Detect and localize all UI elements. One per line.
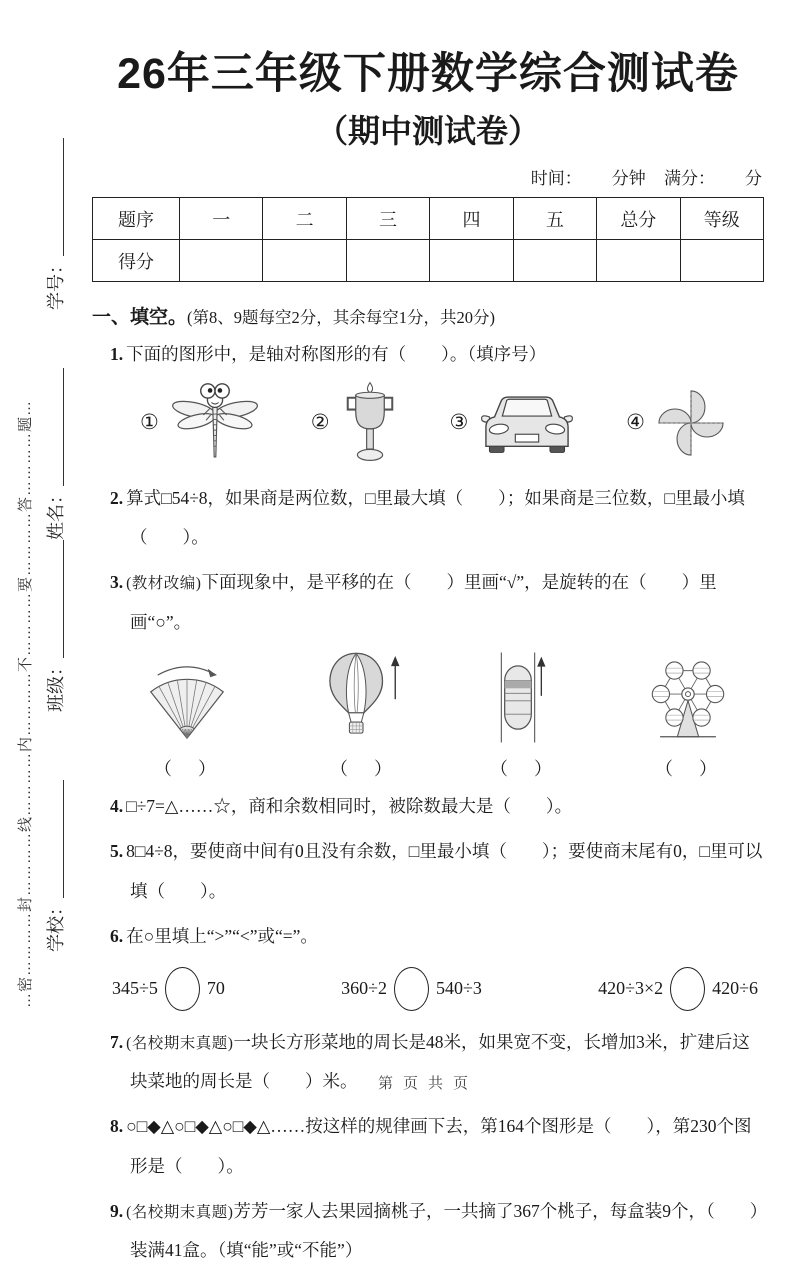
ferris-wheel-icon bbox=[642, 653, 734, 745]
score-cell bbox=[180, 240, 263, 282]
time-label: 时间： bbox=[530, 169, 582, 189]
question-6-expressions bbox=[92, 957, 764, 1017]
question-2 bbox=[92, 479, 764, 558]
question-3 bbox=[92, 563, 764, 642]
score-table-score-row bbox=[93, 240, 764, 282]
expression-3 bbox=[598, 967, 758, 1011]
expression-1-right: 70 bbox=[206, 978, 225, 999]
score-table-header-row bbox=[93, 198, 764, 240]
score-col-2: 二 bbox=[263, 198, 346, 240]
score-cell bbox=[597, 240, 680, 282]
student-name-label: 姓名： bbox=[46, 486, 66, 540]
question-1-number: 1. bbox=[110, 344, 124, 365]
trophy-icon bbox=[339, 381, 401, 465]
page-title: 26年三年级下册数学综合测试卷 bbox=[117, 50, 739, 98]
question-4 bbox=[92, 787, 764, 826]
score-col-6: 总分 bbox=[597, 198, 680, 240]
car-icon bbox=[477, 391, 577, 455]
question-7-tag: (名校期末真题) bbox=[126, 1034, 234, 1052]
comparison-circle bbox=[394, 967, 429, 1011]
question-3-tag: (教材改编) bbox=[126, 575, 202, 593]
figure-folding-fan bbox=[138, 657, 236, 781]
answer-paren-3: （ ） bbox=[490, 759, 556, 780]
expression-2-right: 540÷3 bbox=[435, 978, 482, 999]
score-cell bbox=[680, 240, 763, 282]
question-4-text: □÷7=△……☆，商和余数相同时，被除数最大是（ ）。 bbox=[126, 796, 573, 817]
question-3-number: 3. bbox=[110, 572, 124, 593]
expression-2-left: 360÷2 bbox=[341, 978, 387, 999]
score-cell bbox=[513, 240, 596, 282]
folding-fan-icon bbox=[138, 657, 236, 745]
score-cell bbox=[430, 240, 513, 282]
school-blank bbox=[45, 780, 64, 898]
question-5-text: 8□4÷8，要使商中间有0且没有余数，□里最小填（ ）；要使商末尾有0，□里可以填（ ）。 bbox=[126, 841, 763, 901]
figure-pinwheel bbox=[626, 386, 728, 460]
question-8 bbox=[92, 1107, 764, 1186]
answer-paren-4: （ ） bbox=[655, 759, 721, 780]
expression-1-left: 345÷5 bbox=[112, 978, 158, 999]
question-4-number: 4. bbox=[110, 796, 124, 817]
figure-1-index: ① bbox=[140, 410, 159, 435]
score-col-1: 一 bbox=[180, 198, 263, 240]
figure-ferris-wheel bbox=[642, 653, 734, 781]
student-name-field bbox=[42, 368, 68, 540]
score-cell bbox=[346, 240, 429, 282]
section-1-title: 一、填空。 bbox=[92, 307, 188, 329]
question-3-figures bbox=[92, 642, 764, 781]
score-col-5: 五 bbox=[513, 198, 596, 240]
full-score-unit: 分 bbox=[745, 169, 762, 189]
score-col-4: 四 bbox=[430, 198, 513, 240]
student-name-blank bbox=[45, 368, 64, 486]
question-9-tag: (名校期末真题) bbox=[126, 1204, 234, 1222]
student-number-label: 学号： bbox=[46, 256, 66, 310]
score-col-3: 三 bbox=[346, 198, 429, 240]
question-8-text: ○□◆△○□◆△○□◆△……按这样的规律画下去，第164个图形是（ ），第230个图形是（ ）。 bbox=[126, 1116, 752, 1176]
question-9-text: 芳芳一家人去果园摘桃子，一共摘了367个桃子，每盒装9个，（ ）装满41盒。（填“能”或“不能”） bbox=[130, 1201, 759, 1261]
figure-2-index: ② bbox=[310, 410, 330, 435]
question-5-number: 5. bbox=[110, 841, 124, 862]
hot-air-balloon-icon bbox=[322, 650, 404, 745]
full-score-label: 满分： bbox=[664, 169, 715, 189]
expression-3-right: 420÷6 bbox=[712, 978, 758, 999]
school-label: 学校： bbox=[46, 898, 66, 952]
exam-meta bbox=[92, 164, 764, 189]
comparison-circle bbox=[165, 967, 200, 1011]
score-cell bbox=[263, 240, 346, 282]
figure-trophy bbox=[311, 381, 401, 465]
question-1 bbox=[92, 335, 764, 374]
question-1-figures bbox=[92, 375, 764, 473]
question-3-text: 下面现象中，是平移的在（ ）里画“√”，是旋转的在（ ）里画“○”。 bbox=[130, 572, 717, 632]
school-field bbox=[42, 780, 68, 952]
question-7-number: 7. bbox=[110, 1031, 124, 1052]
elevator-icon bbox=[493, 650, 553, 745]
section-1-heading bbox=[92, 302, 764, 329]
question-6-number: 6. bbox=[110, 926, 124, 947]
question-6 bbox=[92, 917, 764, 956]
time-unit: 分钟 bbox=[611, 169, 646, 189]
comparison-circle bbox=[670, 967, 705, 1011]
dragonfly-icon bbox=[168, 382, 262, 464]
score-table bbox=[92, 197, 764, 282]
seal-line-text: …密…………封…………线…………内…………不…………要…………答…………题… bbox=[17, 399, 34, 1008]
figure-car bbox=[449, 391, 577, 455]
student-number-field bbox=[42, 138, 68, 310]
question-2-number: 2. bbox=[110, 487, 124, 508]
figure-4-index: ④ bbox=[626, 410, 645, 435]
pinwheel-icon bbox=[654, 386, 728, 460]
figure-dragonfly bbox=[140, 382, 262, 464]
question-9-number: 9. bbox=[110, 1201, 124, 1222]
class-label: 班级： bbox=[46, 658, 66, 712]
question-9 bbox=[92, 1192, 764, 1271]
expression-1 bbox=[112, 967, 225, 1011]
expression-2 bbox=[341, 967, 482, 1011]
question-8-number: 8. bbox=[110, 1116, 124, 1137]
page-footer: 第页共页 bbox=[377, 1076, 478, 1092]
answer-paren-1: （ ） bbox=[154, 759, 220, 780]
score-row-label: 得分 bbox=[93, 240, 180, 282]
student-number-blank bbox=[45, 138, 64, 256]
expression-3-left: 420÷3×2 bbox=[598, 978, 664, 999]
question-7-text: 一块长方形菜地的周长是48米，如果宽不变，长增加3米，扩建后这块菜地的周长是（ ）米。 bbox=[130, 1031, 750, 1091]
figure-hot-air-balloon bbox=[322, 650, 404, 781]
score-col-7: 等级 bbox=[680, 198, 763, 240]
question-5 bbox=[92, 832, 764, 911]
question-1-text: 下面的图形中，是轴对称图形的有（ ）。（填序号） bbox=[126, 344, 547, 365]
class-field bbox=[42, 540, 68, 712]
page-subtitle: （期中测试卷） bbox=[315, 113, 540, 150]
class-blank bbox=[45, 540, 64, 658]
section-1-note: (第8、9题每空2分，其余每空1分，共20分) bbox=[187, 308, 496, 328]
score-col-0: 题序 bbox=[93, 198, 180, 240]
question-6-text: 在○里填上“>”“<”或“=”。 bbox=[126, 926, 318, 947]
answer-paren-2: （ ） bbox=[330, 759, 396, 780]
figure-3-index: ③ bbox=[449, 410, 469, 435]
question-2-text: 算式□54÷8，如果商是两位数，□里最大填（ ）；如果商是三位数，□里最小填（ ）。 bbox=[126, 487, 745, 547]
figure-elevator bbox=[490, 650, 556, 781]
